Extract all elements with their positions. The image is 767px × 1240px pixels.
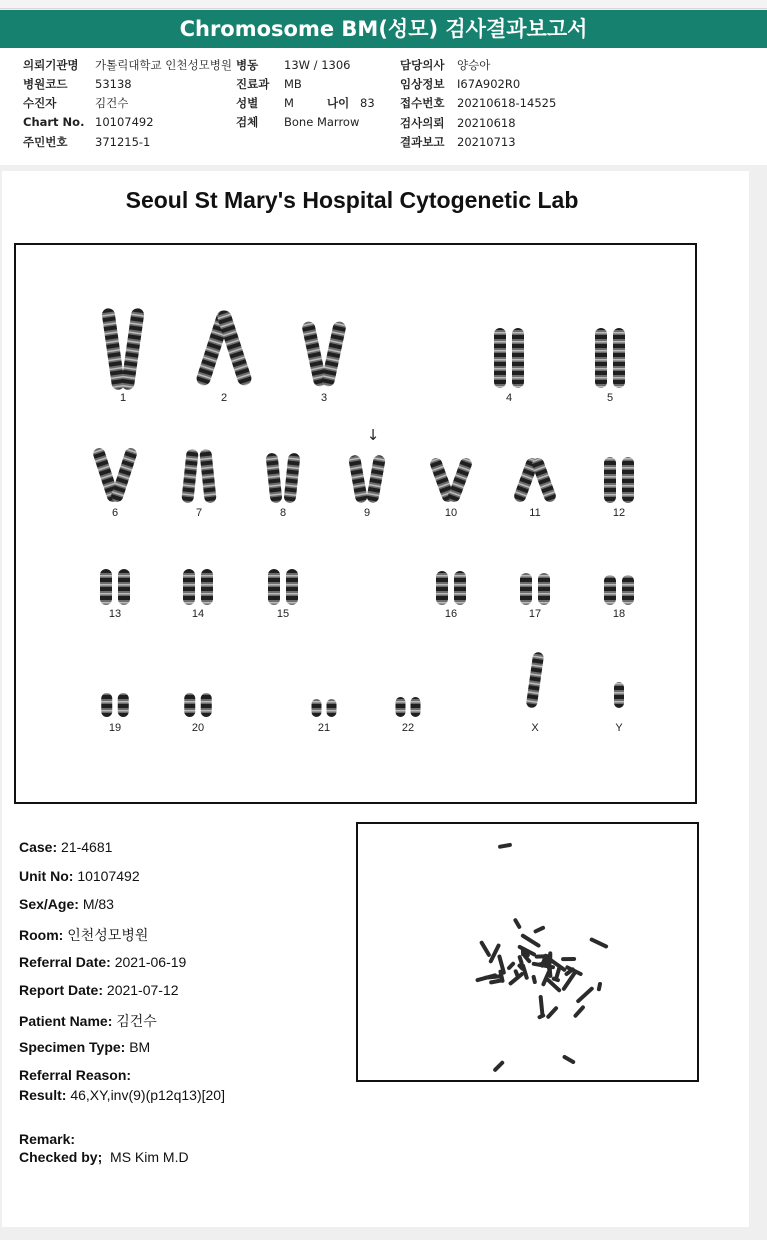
chromosome-shape	[101, 307, 125, 390]
info-label: 나이	[327, 96, 350, 110]
info-value: M	[284, 96, 294, 110]
referral-date-value: 2021-06-19	[114, 954, 187, 970]
info-age	[327, 95, 375, 111]
referral-reason-row: Referral Reason:	[19, 1067, 132, 1083]
metaphase-chromosome	[533, 925, 546, 934]
chromosome-shape	[595, 328, 607, 388]
chromosome-shape	[538, 573, 550, 605]
chromosome-shape	[100, 569, 112, 605]
chromosome-shape	[512, 328, 524, 388]
info-value: Bone Marrow	[284, 115, 360, 129]
chromosome-shape	[348, 454, 368, 503]
metaphase-chromosome	[575, 986, 594, 1004]
result-value: 46,XY,inv(9)(p12q13)[20]	[70, 1087, 225, 1103]
chromosome-label: 7	[195, 507, 203, 519]
chromosome-label: 21	[317, 722, 331, 734]
chromosome-label: 13	[108, 608, 122, 620]
metaphase-chromosome	[521, 963, 530, 980]
chromosome-label: 15	[276, 608, 290, 620]
chromosome-shape	[118, 693, 129, 717]
chromosome-shape	[183, 569, 195, 605]
info-value: I67A902R0	[457, 77, 521, 91]
karyogram-image	[16, 245, 699, 806]
info-request-date	[400, 115, 516, 131]
chromosome-label: 9	[363, 507, 371, 519]
info-value: 양승아	[457, 58, 491, 72]
report-title: Chromosome BM(성모) 검사결과보고서	[179, 17, 588, 41]
info-value: 83	[360, 96, 375, 110]
chromosome-shape	[118, 569, 130, 605]
metaphase-chromosome	[492, 1060, 505, 1073]
info-sex	[236, 95, 294, 111]
info-department	[236, 76, 302, 92]
info-label: 검체	[236, 115, 259, 129]
top-bar	[0, 0, 767, 9]
chromosome-label: 17	[528, 608, 542, 620]
patient-name-value: 김건수	[116, 1013, 157, 1029]
info-label: 주민번호	[23, 135, 68, 149]
chromosome-label: 18	[612, 608, 626, 620]
chromosome-shape	[530, 456, 557, 503]
chromosome-label: 1	[119, 392, 127, 404]
metaphase-chromosome	[561, 957, 576, 961]
metaphase-chromosome	[498, 843, 512, 849]
metaphase-chromosome	[562, 1054, 576, 1064]
chromosome-shape	[604, 575, 616, 605]
info-label: 의뢰기관명	[23, 58, 79, 72]
checked-by-value: MS Kim M.D	[110, 1149, 189, 1165]
chromosome-shape	[411, 697, 421, 717]
metaphase-chromosome	[520, 933, 541, 948]
chromosome-shape	[604, 457, 616, 503]
chromosome-shape	[201, 693, 212, 717]
chromosome-shape	[436, 571, 448, 605]
info-value: MB	[284, 77, 302, 91]
report-date-row: Report Date: 2021-07-12	[19, 982, 179, 998]
specimen-type-value: BM	[129, 1039, 151, 1055]
info-value: 10107492	[95, 115, 154, 129]
info-label: 성별	[236, 96, 259, 110]
chromosome-shape	[614, 682, 624, 708]
patient-info-panel	[0, 48, 767, 166]
chromosome-shape	[321, 320, 347, 387]
info-hospital-code	[23, 76, 132, 92]
metaphase-image	[356, 822, 699, 1082]
chromosome-shape	[396, 697, 406, 717]
chromosome-label: 8	[279, 507, 287, 519]
metaphase-spread	[358, 824, 697, 1080]
case-value: 21-4681	[61, 839, 113, 855]
chromosome-label: 2	[220, 392, 228, 404]
metaphase-chromosome	[545, 1005, 558, 1019]
chromosome-label: 10	[444, 507, 458, 519]
chromosome-shape	[526, 652, 545, 709]
checked-by-row: Checked by; MS Kim M.D	[19, 1149, 189, 1165]
chromosome-shape	[110, 447, 139, 504]
info-value: 13W / 1306	[284, 58, 351, 72]
patient-name-row: Patient Name: 김건수	[19, 1013, 157, 1029]
chromosome-label: 5	[606, 392, 614, 404]
chromosome-shape	[286, 569, 298, 605]
chromosome-shape	[613, 328, 625, 388]
metaphase-chromosome	[513, 918, 522, 930]
info-patient	[23, 95, 128, 111]
info-report-date	[400, 134, 516, 150]
report-header	[0, 10, 767, 48]
referral-date-row: Referral Date: 2021-06-19	[19, 954, 187, 970]
chromosome-shape	[268, 569, 280, 605]
info-label: 접수번호	[400, 96, 445, 110]
chromosome-label: 3	[320, 392, 328, 404]
remark-row: Remark:	[19, 1131, 76, 1147]
info-value: 20210713	[457, 135, 516, 149]
karyogram	[14, 243, 697, 804]
chromosome-shape	[446, 456, 473, 503]
sex-age-value: M/83	[82, 896, 114, 912]
case-row: Case: 21-4681	[19, 839, 113, 855]
chromosome-shape	[622, 575, 634, 605]
chromosome-shape	[101, 693, 112, 717]
chromosome-label: 14	[191, 608, 205, 620]
metaphase-chromosome	[531, 974, 537, 984]
info-chart-no	[23, 115, 154, 129]
chromosome-shape	[312, 699, 322, 717]
info-label: 병원코드	[23, 77, 68, 91]
cytogenetic-report	[2, 171, 749, 1227]
info-value: 가톨릭대학교 인천성모병원	[95, 58, 232, 72]
chromosome-shape	[283, 453, 300, 504]
info-label: 수진자	[23, 96, 57, 110]
chromosome-shape	[121, 307, 145, 390]
info-resident-no	[23, 134, 150, 150]
unit-no-value: 10107492	[77, 868, 140, 884]
info-doctor	[400, 57, 490, 73]
chromosome-label: Y	[615, 722, 623, 734]
chromosome-label: 12	[612, 507, 626, 519]
result-row: Result: 46,XY,inv(9)(p12q13)[20]	[19, 1087, 225, 1103]
chromosome-shape	[181, 449, 199, 504]
metaphase-chromosome	[573, 1005, 586, 1019]
info-value: 53138	[95, 77, 132, 91]
info-value: 김건수	[95, 96, 129, 110]
chromosome-shape	[622, 457, 634, 503]
chromosome-label: 19	[108, 722, 122, 734]
chromosome-shape	[199, 449, 217, 504]
metaphase-chromosome	[589, 937, 609, 949]
info-clinical	[400, 76, 520, 92]
arrow-marker-icon: ↓	[366, 426, 380, 444]
unit-no-row: Unit No: 10107492	[19, 868, 140, 884]
info-specimen	[236, 114, 359, 130]
chromosome-shape	[494, 328, 506, 388]
chromosome-shape	[265, 453, 282, 504]
room-value: 인천성모병원	[67, 927, 149, 943]
chromosome-shape	[216, 309, 253, 388]
info-value: 20210618	[457, 116, 516, 130]
metaphase-chromosome	[506, 961, 516, 971]
info-label: 담당의사	[400, 58, 445, 72]
info-label: Chart No.	[23, 115, 85, 129]
metaphase-chromosome	[497, 954, 506, 975]
chromosome-label: 22	[401, 722, 415, 734]
chromosome-label: 4	[505, 392, 513, 404]
info-label: 임상정보	[400, 77, 445, 91]
info-value: 20210618-14525	[457, 96, 557, 110]
chromosome-shape	[454, 571, 466, 605]
info-label: 진료과	[236, 77, 270, 91]
specimen-type-row: Specimen Type: BM	[19, 1039, 151, 1055]
chromosome-label: 11	[529, 507, 541, 519]
chromosome-label: 6	[111, 507, 119, 519]
chromosome-shape	[327, 699, 337, 717]
info-institution	[23, 57, 232, 73]
info-label: 결과보고	[400, 135, 445, 149]
info-accession	[400, 95, 556, 111]
chromosome-label: X	[531, 722, 539, 734]
chromosome-shape	[366, 454, 386, 503]
metaphase-chromosome	[597, 982, 603, 992]
info-value: 371215-1	[95, 135, 151, 149]
chromosome-shape	[201, 569, 213, 605]
chromosome-label: 20	[191, 722, 205, 734]
metaphase-chromosome	[548, 951, 552, 962]
sex-age-row: Sex/Age: M/83	[19, 896, 114, 912]
info-label: 병동	[236, 58, 259, 72]
lab-title: Seoul St Mary's Hospital Cytogenetic Lab	[125, 187, 579, 213]
info-ward	[236, 57, 350, 73]
room-row: Room: 인천성모병원	[19, 927, 149, 943]
report-date-value: 2021-07-12	[106, 982, 179, 998]
chromosome-label: 16	[444, 608, 458, 620]
info-label: 검사의뢰	[400, 116, 445, 130]
metaphase-chromosome	[521, 947, 525, 957]
metaphase-chromosome	[479, 940, 492, 958]
chromosome-shape	[184, 693, 195, 717]
chromosome-shape	[520, 573, 532, 605]
